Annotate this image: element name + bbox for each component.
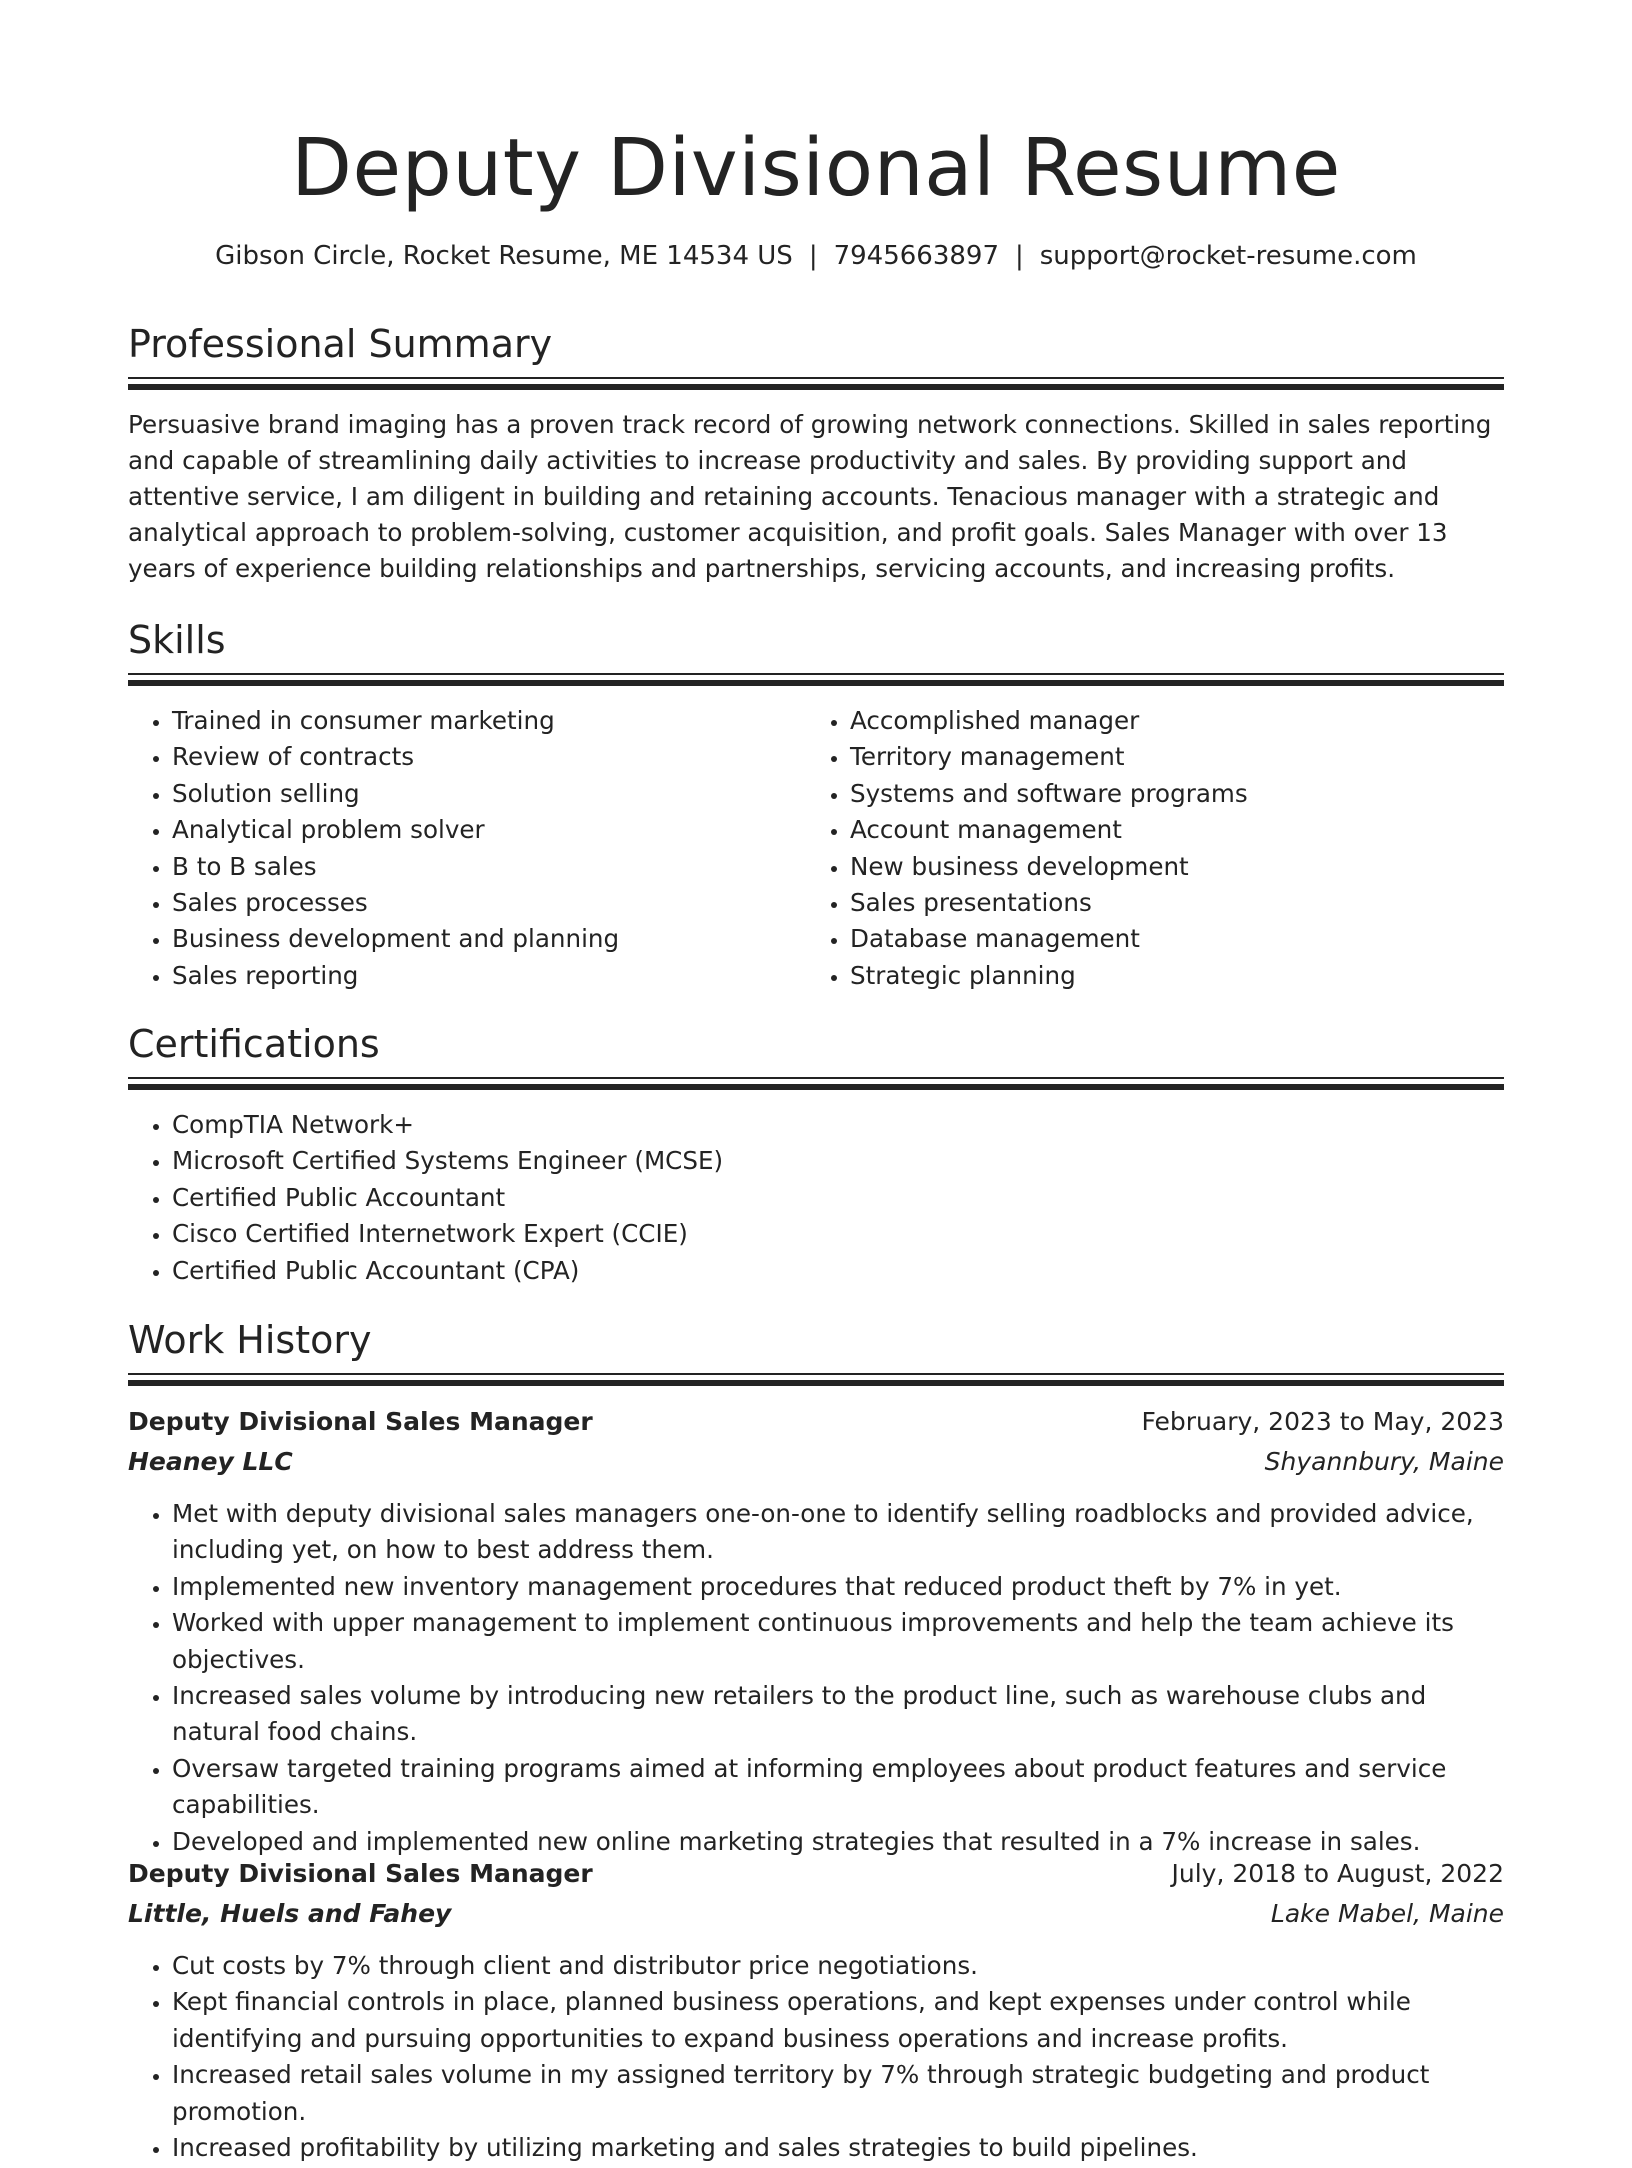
summary-text: Persuasive brand imaging has a proven track record of growing network connections. Skilled in sales reporting and capable of streamlining daily activities to increase productivity and sales. By providing support and attentive service, I am diligent in building and retaining accounts. Tenacious manager with a strategic and analytical approach to problem-solving, customer acquisition, and profit goals. Sales Manager with over 13 years of experience building relationships and partnerships, servicing accounts, and increasing profits. [128,410,1492,583]
section-divider [128,1077,1504,1090]
skill-item: • Account management [850,812,1504,848]
skill-item: • New business development [850,849,1504,885]
skill-item: • Database management [850,921,1504,957]
skill-item: • Solution selling [172,776,804,812]
resume-name: Deputy Divisional Resume [291,122,1341,214]
skill-item: • Sales presentations [850,885,1504,921]
skill-item: • Strategic planning [850,958,1504,994]
contact-phone: 7945663897 [833,241,999,271]
job-bullet: • Developed and implemented new online marketing strategies that resulted in a 7% increase in sales. [172,1824,1504,1860]
job-bullet: • Kept financial controls in place, planned business operations, and kept expenses under control while identifying and pursuing opportunities to expand business operations and increase profits. [172,1984,1504,2057]
skill-item: • Territory management [850,739,1504,775]
job-bullet: • Increased profitability by utilizing marketing and sales strategies to build pipelines. [172,2130,1504,2166]
skill-item: • B to B sales [172,849,804,885]
job-bullet: • Oversaw targeted training programs aimed at informing employees about product features and service capabilities. [172,1751,1504,1824]
skill-item: • Trained in consumer marketing [172,703,804,739]
job-bullets [128,1496,1504,1860]
section-title-work-history: Work History [128,1318,372,1362]
job-dates: February, 2023 to May, 2023 [1141,1407,1504,1436]
contact-email: support@rocket-resume.com [1039,241,1417,271]
job-bullet: • Increased sales volume by introducing new retailers to the product line, such as warehouse clubs and natural food chains. [172,1678,1504,1751]
job-company: Little, Huels and Fahey [128,1899,452,1928]
skill-item: • Review of contracts [172,739,804,775]
skill-item: • Systems and software programs [850,776,1504,812]
certification-item: • CompTIA Network+ [172,1107,1504,1143]
contact-separator: | [808,241,818,271]
certification-item: • Cisco Certified Internetwork Expert (CCIE) [172,1216,1504,1252]
section-title-certifications: Certifications [128,1022,380,1066]
certifications-list [128,1107,1504,1289]
job-bullet: • Met with deputy divisional sales managers one-on-one to identify selling roadblocks and provided advice, including yet, on how to best address them. [172,1496,1504,1569]
section-title-summary: Professional Summary [128,322,553,366]
job-bullet: • Implemented new inventory management procedures that reduced product theft by 7% in yet. [172,1569,1504,1605]
skills-list-left [128,703,804,994]
skill-item: • Accomplished manager [850,703,1504,739]
contact-line [128,238,1504,274]
job-location: Shyannbury, Maine [1264,1447,1504,1476]
contact-address: Gibson Circle, Rocket Resume, ME 14534 US [215,241,793,271]
section-divider [128,1373,1504,1386]
certification-item: • Microsoft Certified Systems Engineer (MCSE) [172,1143,1504,1179]
skill-item: • Business development and planning [172,921,804,957]
job-bullets [128,1948,1504,2166]
skills-list-right [806,703,1504,994]
certification-item: • Certified Public Accountant [172,1180,1504,1216]
contact-separator: | [1015,241,1024,271]
job-location: Lake Mabel, Maine [1270,1899,1504,1928]
job-company: Heaney LLC [128,1447,293,1476]
job-bullet: • Increased retail sales volume in my assigned territory by 7% through strategic budgeting and product promotion. [172,2057,1504,2130]
job-title: Deputy Divisional Sales Manager [128,1859,593,1888]
skill-item: • Sales processes [172,885,804,921]
job-dates: July, 2018 to August, 2022 [1171,1859,1504,1888]
job-bullet: • Worked with upper management to implement continuous improvements and help the team achieve its objectives. [172,1605,1504,1678]
skill-item: • Sales reporting [172,958,804,994]
job-bullet: • Cut costs by 7% through client and distributor price negotiations. [172,1948,1504,1984]
job-title: Deputy Divisional Sales Manager [128,1407,593,1436]
section-title-skills: Skills [128,618,226,662]
section-divider [128,673,1504,686]
skill-item: • Analytical problem solver [172,812,804,848]
certification-item: • Certified Public Accountant (CPA) [172,1253,1504,1289]
section-divider [128,377,1504,390]
